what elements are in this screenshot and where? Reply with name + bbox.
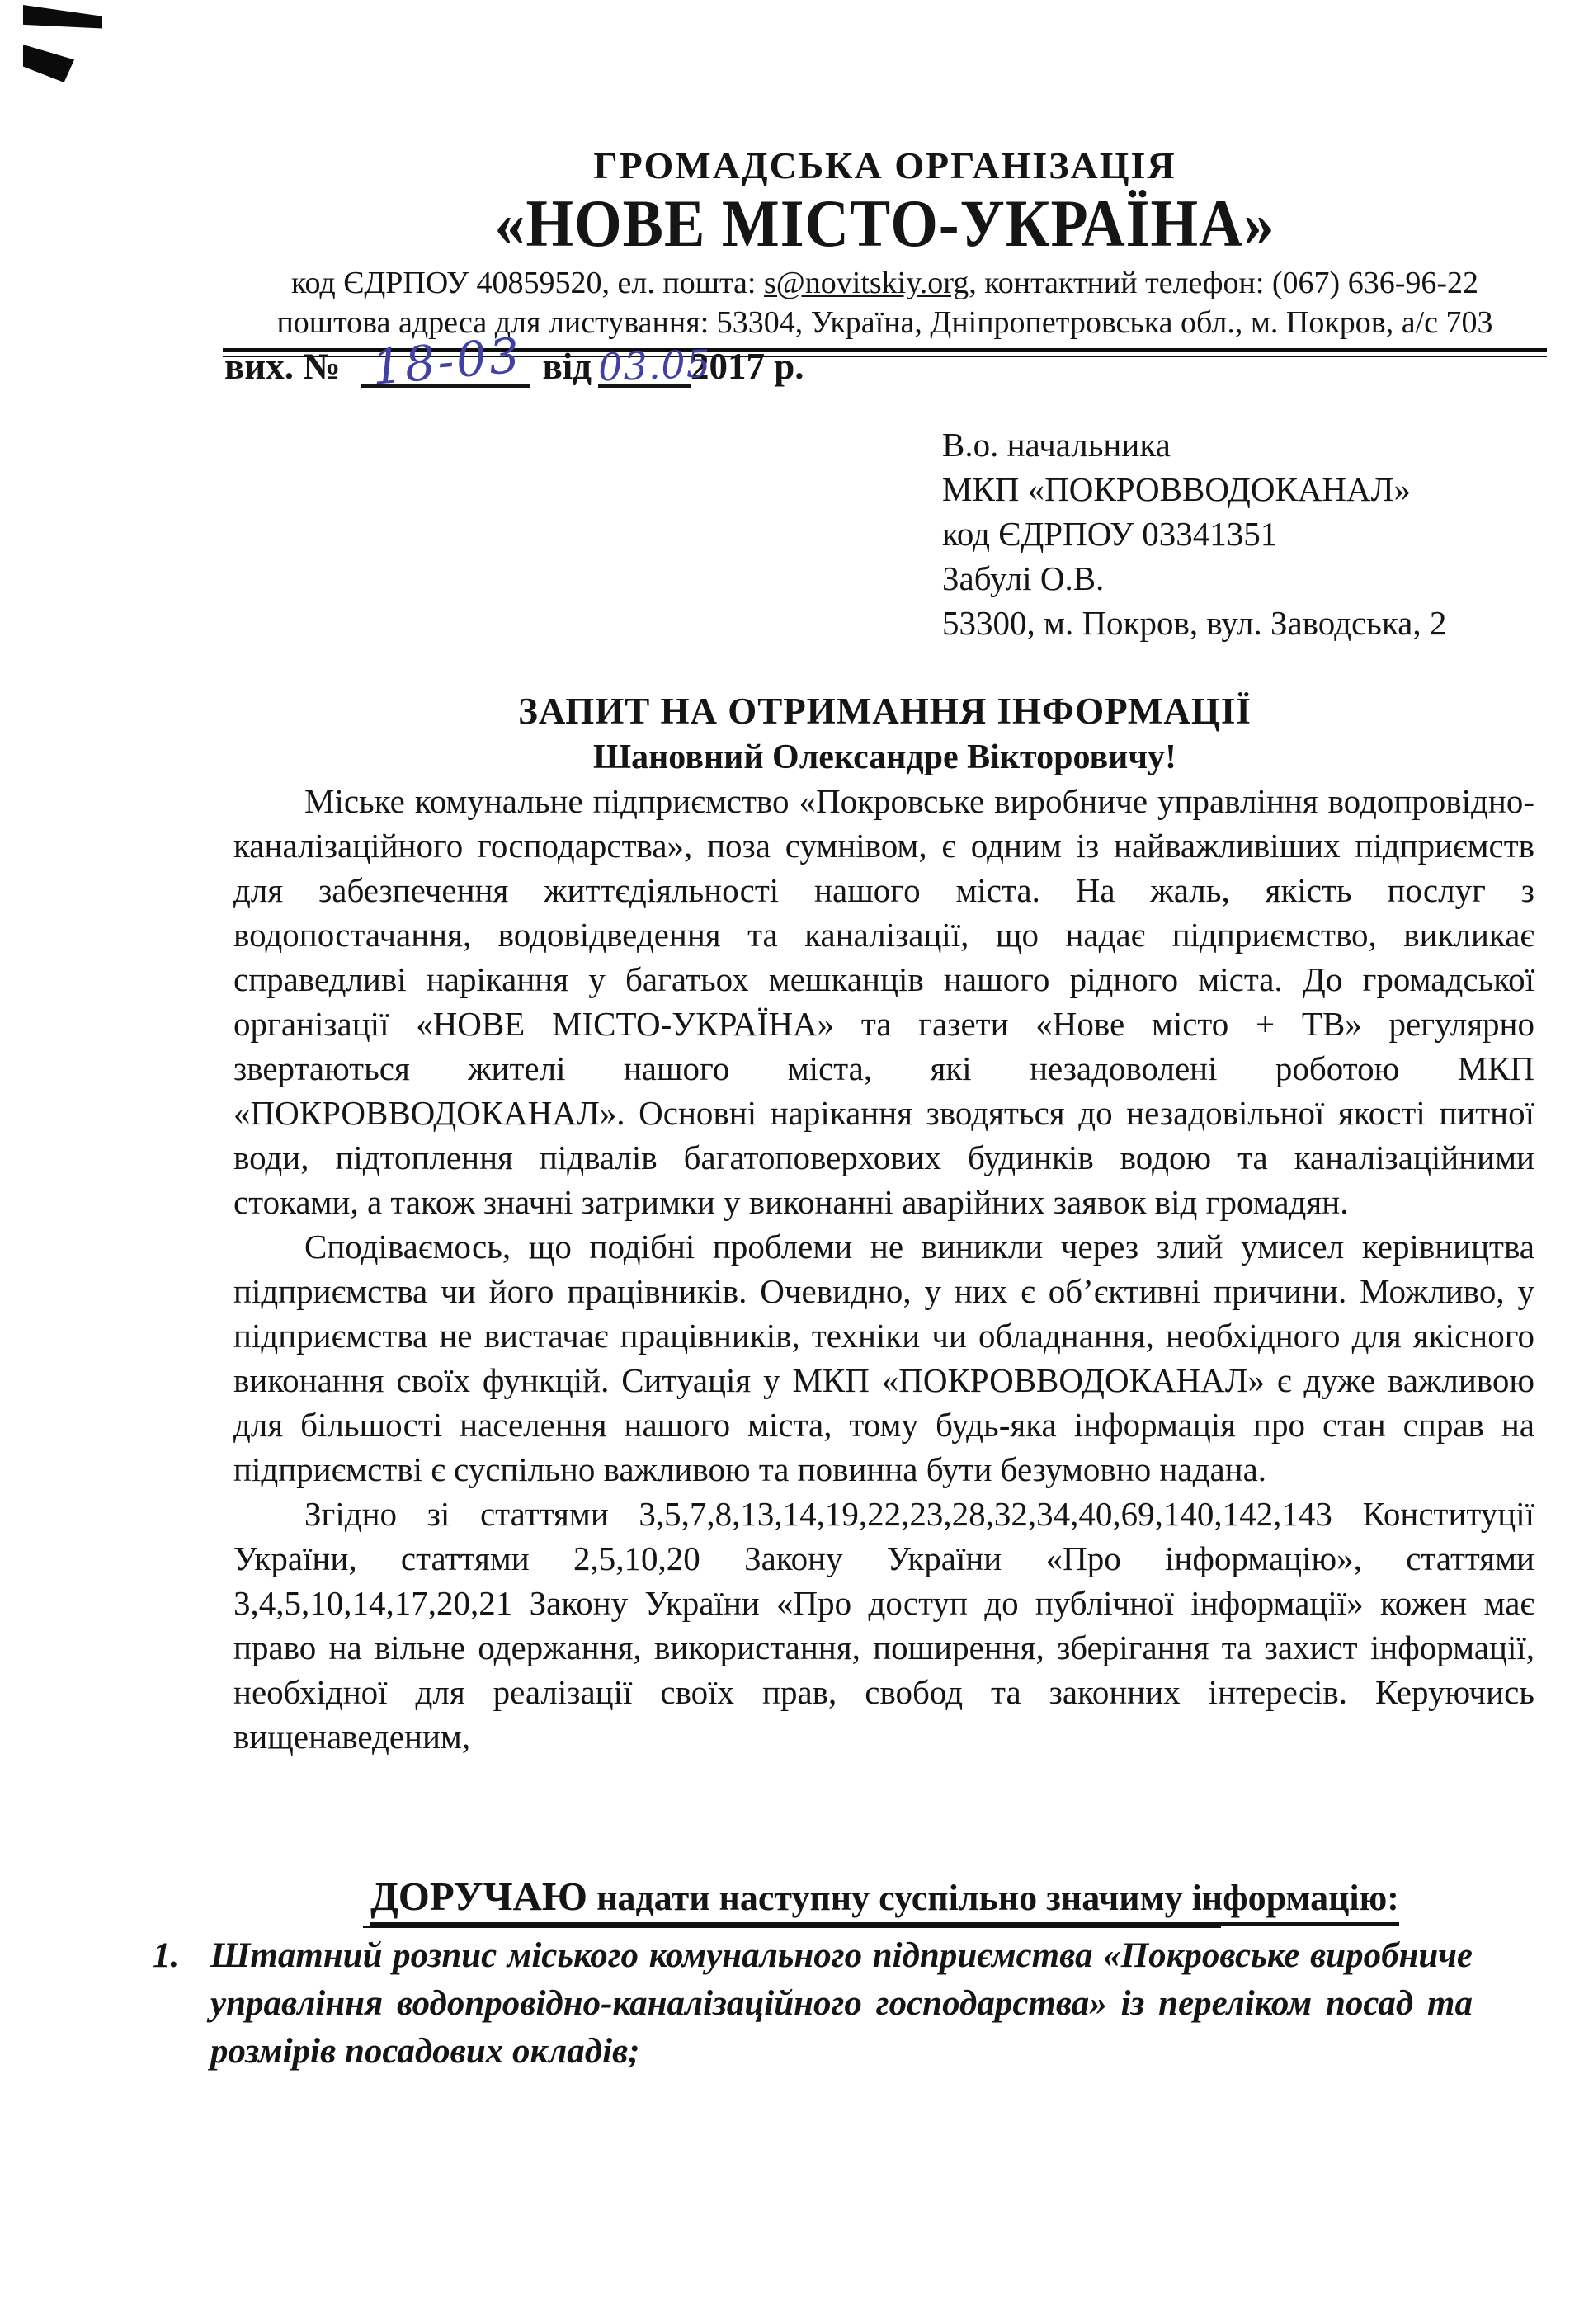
directive-emphasis: ДОРУЧАЮ bbox=[370, 1874, 588, 1919]
directive-heading bbox=[223, 1873, 1547, 1928]
org-name-wrap bbox=[223, 186, 1547, 262]
outgoing-number-field bbox=[361, 327, 530, 396]
outgoing-number-label: вих. № bbox=[224, 346, 341, 387]
request-list bbox=[153, 1932, 1473, 2076]
recipient-block bbox=[942, 422, 1446, 645]
date-label: від bbox=[542, 346, 592, 387]
handwritten-date: 03.05 bbox=[597, 341, 712, 390]
body-paragraph: Згідно зі статтями 3,5,7,8,13,14,19,22,23,28,32,34,40,69,140,142,143 Конституції України, статтями 2,5,10,20 Закону України «Про інформацію», статтями 3,4,5,10,14,17,20,21 Закону України «Про доступ до публічної інформації» кожен має право на вільне одержання, використання, поширення, зберігання та захист інформації, необхідної для реалізації своїх прав, свобод та законних інтересів. Керуючись вищенаведеним, bbox=[233, 1495, 1534, 1756]
recipient-line: МКП «ПОКРОВВОДОКАНАЛ» bbox=[942, 470, 1411, 508]
contact-suffix: , контактний телефон: (067) 636-96-22 bbox=[969, 266, 1479, 300]
date-field bbox=[597, 340, 712, 390]
contact-line-2: поштова адреса для листування: 53304, Україна, Дніпропетровська обл., м. Покров, а/с 703 bbox=[276, 305, 1493, 340]
directive-underlined-text bbox=[370, 1874, 1399, 1926]
letter-body bbox=[233, 779, 1534, 1759]
body-paragraph: Міське комунальне підприємство «Покровське виробниче управління водопровідно-каналізаційного господарства», поза сумнівом, є одним із найважливіших підприємств для забезпечення життєдіяльності нашого міста. На жаль, якість послуг з водопостачання, водовідведення та каналізації, що надає підприємство, викликає справедливі нарікання у багатьох мешканців нашого рідного міста. До громадської організації «НОВЕ МІСТО-УКРАЇНА» та газети «Нове місто + ТВ» регулярно звертаються жителі нашого міста, які незадоволені роботою МКП «ПОКРОВВОДОКАНАЛ». Основні нарікання зводяться до незадовільної якості питної води, підтоплення підвалів багатоповерхових будинків водою та каналізаційними стоками, а також значні затримки у виконанні аварійних заявок від громадян. bbox=[233, 782, 1534, 1221]
recipient-line: В.о. начальника bbox=[942, 426, 1171, 464]
scan-artifact-icon bbox=[23, 5, 102, 43]
salutation: Шановний Олександре Вікторовичу! bbox=[592, 738, 1176, 776]
contact-prefix: код ЄДРПОУ 40859520, ел. пошта: bbox=[290, 266, 764, 300]
document-title: ЗАПИТ НА ОТРИМАННЯ ІНФОРМАЦІЇ bbox=[518, 691, 1252, 732]
reference-line bbox=[224, 327, 804, 396]
request-item bbox=[153, 1932, 1473, 2076]
recipient-line: 53300, м. Покров, вул. Заводська, 2 bbox=[942, 604, 1447, 642]
letterhead bbox=[223, 144, 1547, 357]
scan-artifact-icon bbox=[23, 45, 74, 82]
directive-rest: надати наступну суспільно значиму інформацію: bbox=[587, 1878, 1399, 1918]
recipient-line: Забулі О.В. bbox=[942, 559, 1105, 597]
year-printed: 2017 р. bbox=[691, 346, 804, 387]
email-text: s@novitskiy.org bbox=[763, 266, 969, 300]
recipient-line: код ЄДРПОУ 03341351 bbox=[942, 515, 1278, 553]
contact-line-1 bbox=[223, 265, 1547, 301]
org-type-heading: ГРОМАДСЬКА ОРГАНІЗАЦІЯ bbox=[593, 144, 1176, 186]
handwritten-outgoing-number: 18-03 bbox=[369, 327, 525, 396]
directive-second-underline bbox=[363, 1926, 1221, 1928]
request-number: 1. bbox=[153, 1936, 180, 1975]
org-name-heading: «НОВЕ МІСТО-УКРАЇНА» bbox=[494, 186, 1275, 262]
body-paragraph: Сподіваємось, що подібні проблеми не виникли через злий умисел керівництва підприємства чи його працівників. Очевидно, у них є об’єктивні причини. Можливо, у підприємства не вистачає працівників, техніки чи обладнання, необхідного для якісного виконання своїх функцій. Ситуація у МКП «ПОКРОВВОДОКАНАЛ» є дуже важливою для більшості населення нашого міста, тому будь-яка інформація про стан справ на підприємстві є суспільно важливою та повинна бути безумовно надана. bbox=[233, 1228, 1534, 1488]
request-text: Штатний розпис міського комунального підприємства «Покровське виробниче управління водопровідно-каналізаційного господарства» із переліком посад та розмірів посадових окладів; bbox=[210, 1936, 1473, 2071]
